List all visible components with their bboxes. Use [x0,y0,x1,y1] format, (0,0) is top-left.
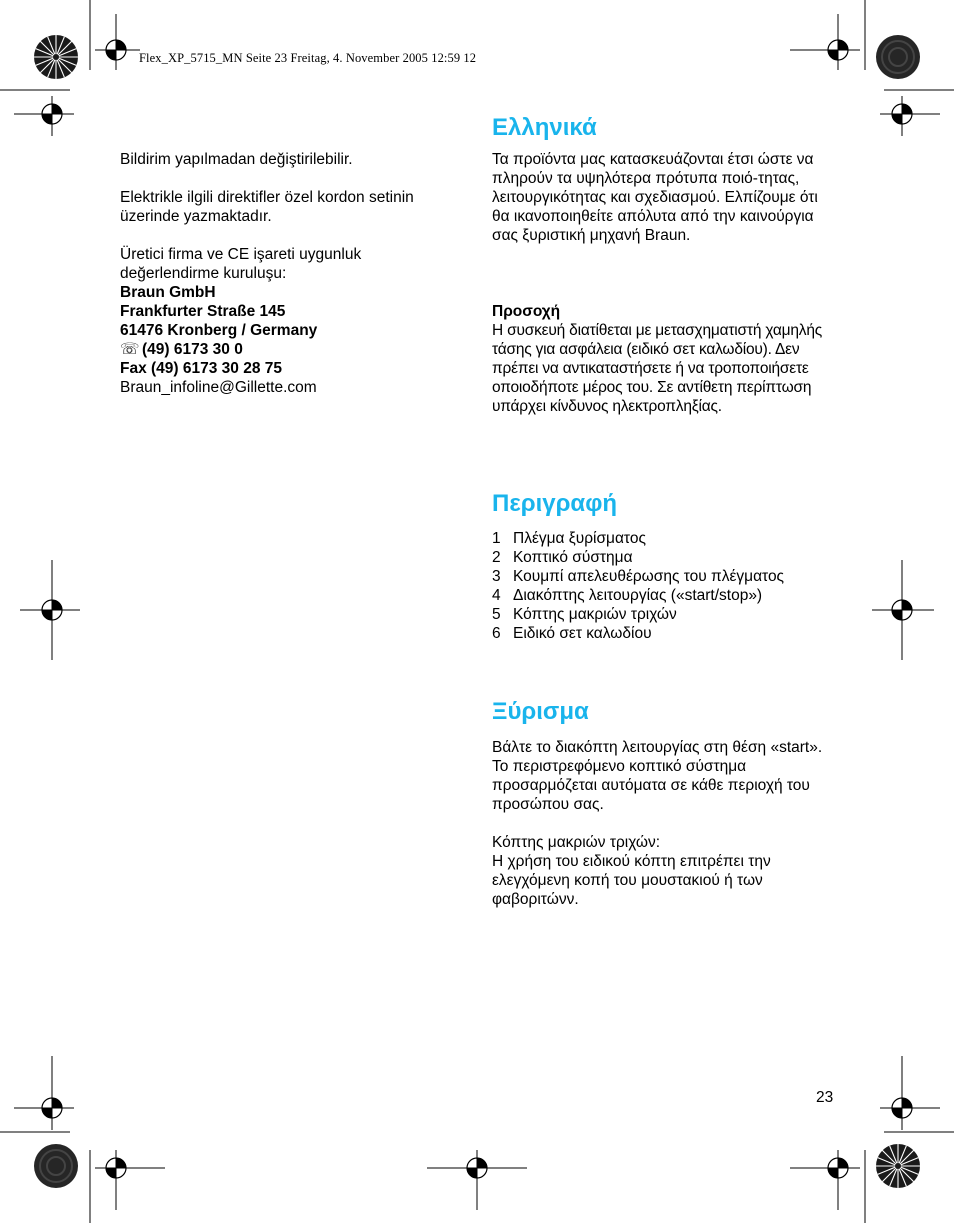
change-notice: Bildirim yapılmadan değiştirilebilir. [120,151,353,168]
section-title-description: Περιγραφή [492,490,618,517]
phone-number: (49) 6173 30 0 [142,341,243,358]
description-list [492,529,837,643]
list-item: 2 Κοπτικό σύστημα [492,549,633,566]
intro-block [492,150,837,245]
telephone-icon: ☏ [120,341,140,358]
caution-title: Προσοχή [492,303,561,320]
section-title-greek: Ελληνικά [492,114,597,141]
phone-line [120,340,460,359]
section-title-shaving: Ξύρισμα [492,698,589,725]
left-column [120,150,460,397]
intro-text: Τα προϊόντα μας κατασκευάζονται έτσι ώστε να πληρούν τα υψηλότερα πρότυπα ποιό-τητας, λειτουργικότητας και σχεδιασμού. Ελπίζουμε ότι θα ικανοποιηθείτε απόλυτα από την καινούργια σας ξυριστική μηχανή Braun. [492,151,818,244]
manufacturer-intro: Üretici firma ve CE işareti uygunluk değerlendirme kuruluşu: [120,246,362,282]
shaving-block [492,738,837,909]
company-city: 61476 Kronberg / Germany [120,322,318,339]
fax-line: Fax (49) 6173 30 28 75 [120,360,283,377]
company-street: Frankfurter Straße 145 [120,303,286,320]
print-header: Flex_XP_5715_MN Seite 23 Freitag, 4. November 2005 12:59 12 [139,51,477,65]
description-list-block [492,529,837,643]
shaving-adaptation: Το περιστρεφόμενο κοπτικό σύστημα προσαρμόζεται αυτόματα σε κάθε περιοχή του προσώπου σας. [492,758,810,813]
trimmer-text: Η χρήση του ειδικού κόπτη επιτρέπει την ελεγχόμενη κοπή του μουστακιού ή των φαβοριτώνν. [492,853,771,908]
list-item: 1 Πλέγμα ξυρίσματος [492,530,646,547]
page-number: 23 [816,1089,834,1106]
company-name: Braun GmbH [120,284,216,301]
caution-block [492,302,837,416]
list-item: 6 Ειδικό σετ καλωδίου [492,625,652,642]
list-item: 4 Διακόπτης λειτουργίας («start/stop») [492,587,763,604]
email-address: Braun_infoline@Gillette.com [120,379,317,396]
cord-note: Elektrikle ilgili direktifler özel kordon setinin üzerinde yazmaktadır. [120,189,414,225]
caution-text: Η συσκευή διατίθεται με μετασχηματιστή χαμηλής τάσης για ασφάλεια (ειδικό σετ καλωδίου). Δεν πρέπει να αντικαταστήσετε ή να τροποποιήσετε οποιοδήποτε μέρος του. Σε αντίθετη περίπτωση υπάρχει κίνδυνος ηλεκτροπληξίας. [492,322,823,415]
list-item: 3 Κουμπί απελευθέρωσης του πλέγματος [492,568,785,585]
list-item: 5 Κόπτης μακριών τριχών [492,606,677,623]
trimmer-title: Κόπτης μακριών τριχών: [492,834,661,851]
shaving-instruction: Βάλτε το διακόπτη λειτουργίας στη θέση «start». [492,739,823,756]
